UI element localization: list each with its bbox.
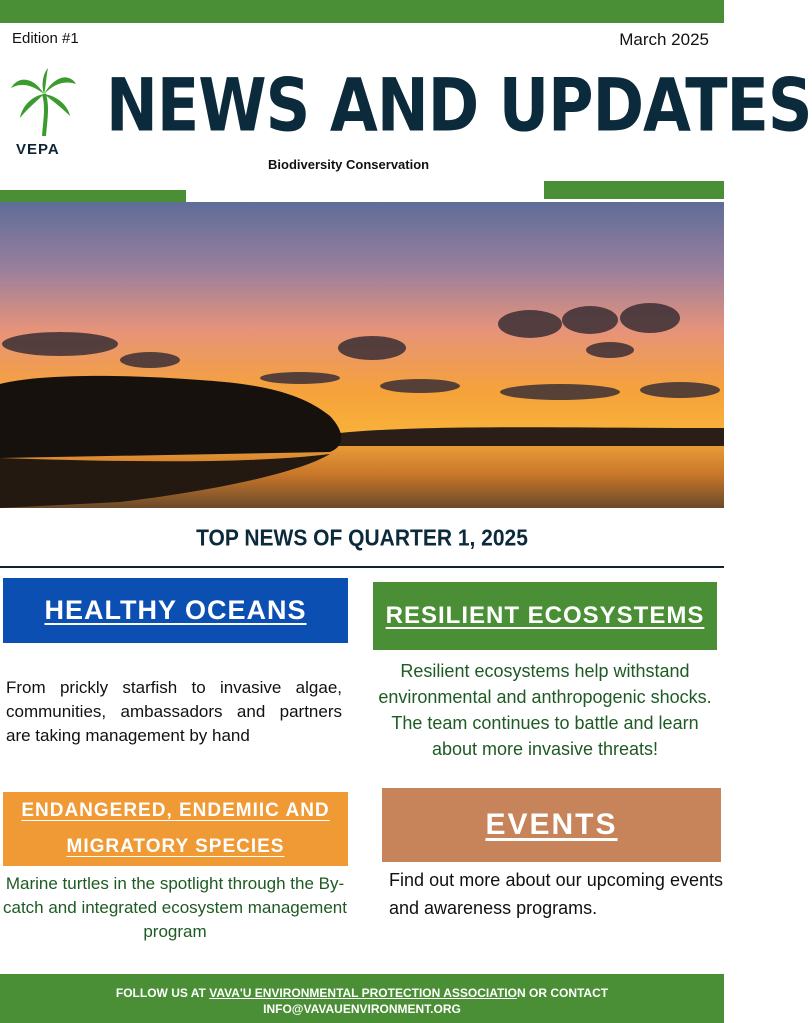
section-heading: TOP NEWS OF QUARTER 1, 2025	[196, 525, 528, 552]
footer-suffix: N OR CONTACT	[516, 986, 609, 1000]
issue-date: March 2025	[619, 30, 709, 49]
newsletter-title: NEWS AND UPDATES	[106, 62, 812, 149]
resilient-text-line2: The team continues to battle and learn about more invasive threats!	[391, 713, 699, 759]
events-label: EVENTS	[485, 808, 618, 841]
resilient-ecosystems-banner	[373, 582, 717, 650]
healthy-oceans-label: HEALTHY OCEANS	[44, 595, 307, 625]
healthy-oceans-banner	[3, 578, 348, 643]
resilient-text-line1: Resilient ecosystems help withstand environmental and anthropogenic shocks.	[378, 661, 712, 707]
endangered-label-line2: MIGRATORY SPECIES	[66, 836, 285, 857]
resilient-ecosystems-label: RESILIENT ECOSYSTEMS	[385, 602, 705, 629]
footer-prefix: FOLLOW US AT	[115, 986, 210, 1000]
edition-label: Edition #1	[12, 30, 79, 47]
logo-wordmark: VEPA	[16, 141, 60, 158]
newsletter-subtitle: Biodiversity Conservation	[268, 157, 430, 172]
association-link[interactable]: VAVA'U ENVIRONMENTAL PROTECTION ASSOCIATIO	[209, 986, 517, 1000]
endangered-species-banner	[3, 792, 348, 866]
endangered-label-line1: ENDANGERED, ENDEMIIC AND	[21, 800, 330, 821]
events-banner	[382, 788, 721, 862]
sunset-lagoon-photo	[0, 202, 724, 508]
top-green-bar	[0, 0, 724, 23]
endangered-species-text: Marine turtles in the spotlight through the By-catch and integrated ecosystem management program	[3, 874, 347, 941]
resilient-ecosystems-text	[372, 658, 718, 762]
footer-follow-line	[0, 986, 724, 1000]
section-divider	[0, 566, 724, 568]
events-text: Find out more about our upcoming events and awareness programs.	[389, 870, 723, 918]
contact-email[interactable]: INFO@VAVAUENVIRONMENT.ORG	[263, 1002, 461, 1016]
healthy-oceans-text: From prickly starfish to invasive algae, communities, ambassadors and partners are taking management by hand	[6, 678, 342, 745]
accent-bar-right	[544, 181, 724, 199]
